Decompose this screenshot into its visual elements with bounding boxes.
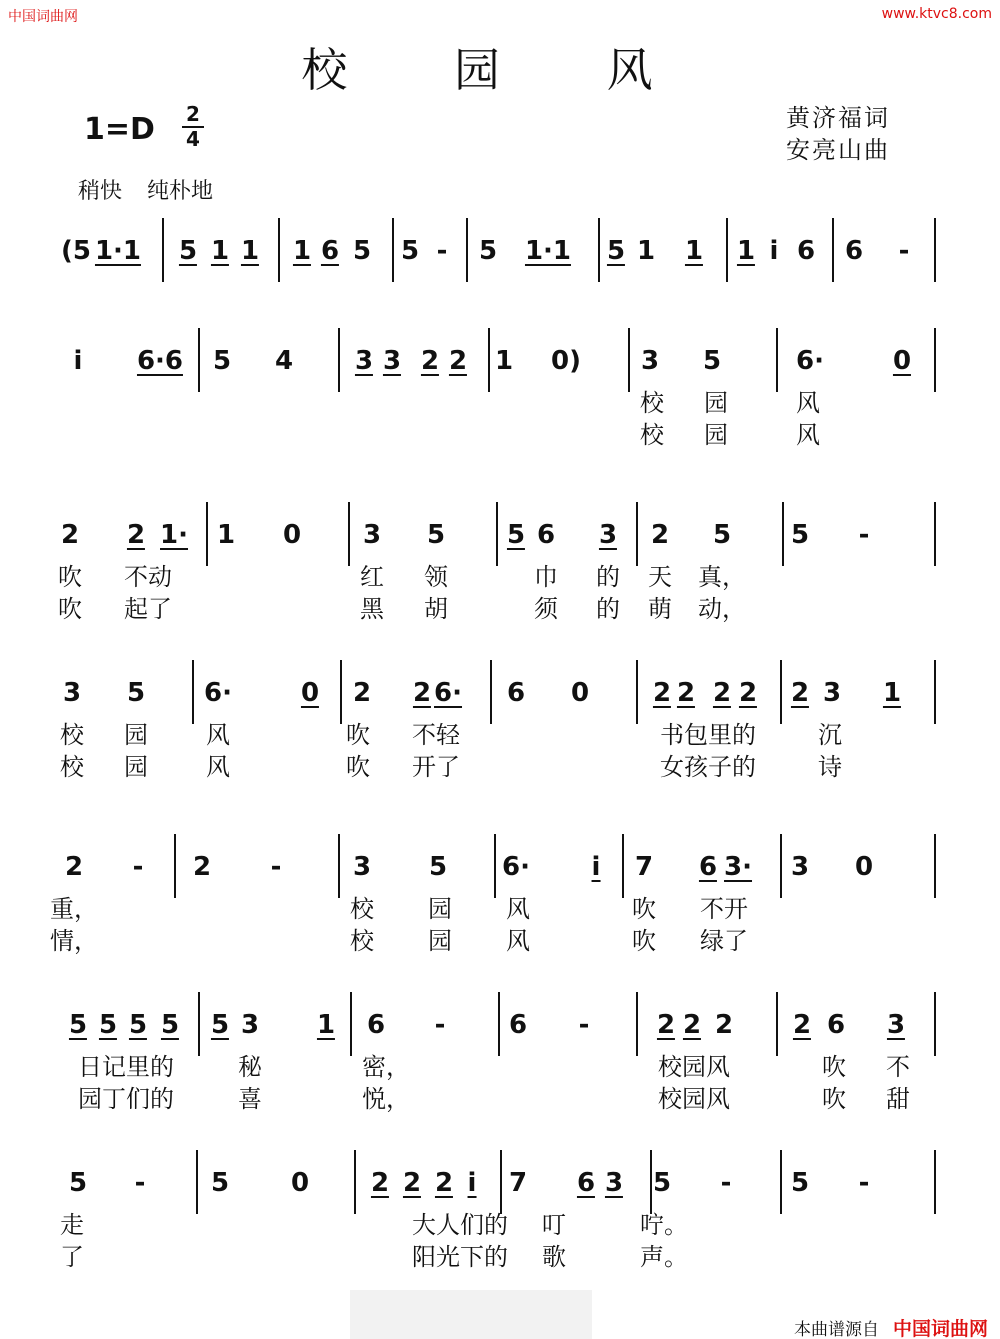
note: 0 [282,520,302,550]
note: 5 [126,678,146,708]
lyric-syllable: 不开 [700,895,748,923]
key-signature: 1=D [84,112,155,147]
note: 7 [508,1168,528,1198]
note: 2 [412,678,432,708]
note: 0 [300,678,320,708]
note: 6 [698,852,718,882]
lyric-syllable: 大人们的 [412,1211,508,1239]
source-label: 本曲谱源自 [794,1320,879,1339]
note: i [467,1168,477,1198]
note: 1 [216,520,236,550]
scan-artifact [350,1290,592,1339]
lyric-syllable: 动， [698,595,746,623]
note: 2 [712,678,732,708]
lyric-syllable: 吹 [58,595,82,623]
lyric-syllable: 风 [506,895,530,923]
lyric-syllable: 甜 [886,1085,910,1113]
barline [340,660,342,724]
note: 0 [892,346,912,376]
lyric-syllable: 了 [60,1243,84,1271]
note: 6 [320,236,340,266]
lyric-syllable: 阳光下的 [412,1243,508,1271]
note: 2 [60,520,80,550]
barline [780,834,782,898]
barline [782,502,784,566]
note: 5 [210,1168,230,1198]
lyric-syllable: 秘 [238,1053,262,1081]
time-sig-bottom: 4 [186,127,200,151]
note: 5 [212,346,232,376]
lyric-syllable: 校 [60,753,84,781]
note: 1·1 [524,236,572,266]
lyric-syllable: 校园风 [658,1053,730,1081]
note: 2 [652,678,672,708]
note: 6 [844,236,864,266]
barline [354,1150,356,1214]
barline [934,502,936,566]
note: 0 [290,1168,310,1198]
note: 5 [506,520,526,550]
lyric-syllable: 喜 [238,1085,262,1113]
note: 1· [160,520,188,550]
lyric-syllable: 须 [534,595,558,623]
note: 6 [576,1168,596,1198]
lyric-syllable: 领 [424,563,448,591]
note: 2 [676,678,696,708]
lyric-syllable: 重， [50,895,98,923]
lyric-syllable: 不动 [124,563,172,591]
time-signature [182,104,204,150]
note: 6· [796,346,824,376]
note: 2 [792,1010,812,1040]
barline [162,218,164,282]
lyric-syllable: 真， [698,563,746,591]
note: 5 [160,1010,180,1040]
barline [338,328,340,392]
lyric-syllable: 吹 [822,1053,846,1081]
barline [650,1150,652,1214]
barline [934,328,936,392]
source-site[interactable]: 中国词曲网 [893,1318,989,1339]
note: 6 [826,1010,846,1040]
lyric-syllable: 吹 [632,895,656,923]
barline [636,502,638,566]
lyric-syllable: 悦， [362,1085,410,1113]
barline [466,218,468,282]
site-logo-left[interactable]: 中国词曲网 [8,9,78,25]
note: 2 [352,678,372,708]
note: 5 [702,346,722,376]
barline [934,834,936,898]
note: 5 [428,852,448,882]
note: 3 [604,1168,624,1198]
lyric-syllable: 胡 [424,595,448,623]
lyric-syllable: 不 [886,1053,910,1081]
note: 3 [790,852,810,882]
note: 3 [354,346,374,376]
note: 2 [790,678,810,708]
barline [832,218,834,282]
barline [934,218,936,282]
note: - [270,852,282,882]
barline [206,502,208,566]
lyric-syllable: 园 [428,927,452,955]
lyric-syllable: 书包里的 [660,721,756,749]
barline [174,834,176,898]
barline [392,218,394,282]
lyric-syllable: 的 [596,563,620,591]
note: 0 [570,678,590,708]
note: 5 [712,520,732,550]
note: 2 [682,1010,702,1040]
lyric-syllable: 黑 [360,595,384,623]
note: 5 [98,1010,118,1040]
note: 6 [796,236,816,266]
note: 0 [854,852,874,882]
note: 1 [736,236,756,266]
barline [934,1150,936,1214]
note: 7 [634,852,654,882]
barline [622,834,624,898]
note: 3 [598,520,618,550]
note: 3 [886,1010,906,1040]
note: 5 [400,236,420,266]
lyric-syllable: 萌 [648,595,672,623]
lyric-syllable: 红 [360,563,384,591]
lyric-syllable: 园 [704,421,728,449]
note: 1·1 [94,236,142,266]
tempo-expression: 纯朴地 [147,179,214,204]
lyric-syllable: 咛。 [640,1211,688,1239]
note: (5 [61,236,91,266]
lyric-syllable: 起了 [124,595,172,623]
barline [348,502,350,566]
lyric-syllable: 校 [640,421,664,449]
barline [192,660,194,724]
lyric-syllable: 诗 [818,753,842,781]
note: 2 [420,346,440,376]
lyric-syllable: 女孩子的 [660,753,756,781]
barline [780,1150,782,1214]
barline [488,328,490,392]
song-title: 校 园 风 [301,43,699,97]
note: 1 [684,236,704,266]
barline [636,660,638,724]
note: 2 [434,1168,454,1198]
note: 2 [64,852,84,882]
barline [196,1150,198,1214]
note: i [769,236,779,266]
note: 1 [882,678,902,708]
barline [490,660,492,724]
note: - [858,520,870,550]
barline [726,218,728,282]
note: 5 [790,1168,810,1198]
tempo-speed: 稍快 [78,179,123,204]
note: 3 [352,852,372,882]
barline [496,502,498,566]
lyric-syllable: 吹 [822,1085,846,1113]
note: 2 [650,520,670,550]
lyric-syllable: 风 [206,721,230,749]
barline [598,218,600,282]
note: 1 [210,236,230,266]
note: 5 [352,236,372,266]
note: 5 [68,1010,88,1040]
lyric-syllable: 情， [50,927,98,955]
barline [198,992,200,1056]
time-sig-top: 2 [186,102,200,126]
lyric-syllable: 的 [596,595,620,623]
composer-credit: 安亮山曲 [786,136,890,164]
note: 1 [292,236,312,266]
note: 2 [192,852,212,882]
note: 3 [822,678,842,708]
note: 3 [62,678,82,708]
barline [776,992,778,1056]
note: 3 [362,520,382,550]
note: - [132,852,144,882]
note: 1 [494,346,514,376]
source-footer [794,1314,988,1339]
barline [498,992,500,1056]
lyric-syllable: 声。 [640,1243,688,1271]
lyric-syllable: 绿了 [700,927,748,955]
note: 5 [790,520,810,550]
lyric-syllable: 歌 [542,1243,566,1271]
barline [494,834,496,898]
lyric-syllable: 校 [60,721,84,749]
note: - [720,1168,732,1198]
note: 6· [204,678,232,708]
note: 5 [606,236,626,266]
note: 2 [126,520,146,550]
barline [776,328,778,392]
barline [500,1150,502,1214]
note: 4 [274,346,294,376]
barline [628,328,630,392]
note: - [434,1010,446,1040]
note: 6 [506,678,526,708]
lyric-syllable: 园 [124,753,148,781]
barline [780,660,782,724]
note: i [591,852,601,882]
note: i [73,346,83,376]
lyric-syllable: 校 [350,895,374,923]
lyric-syllable: 巾 [534,563,558,591]
lyric-syllable: 吹 [346,721,370,749]
barline [278,218,280,282]
note: 1 [316,1010,336,1040]
note: 5 [128,1010,148,1040]
barline [350,992,352,1056]
lyric-syllable: 吹 [58,563,82,591]
lyric-syllable: 园 [124,721,148,749]
note: 2 [738,678,758,708]
note: - [578,1010,590,1040]
lyric-syllable: 吹 [632,927,656,955]
lyric-syllable: 风 [796,389,820,417]
lyric-syllable: 校 [640,389,664,417]
note: 2 [656,1010,676,1040]
note: 2 [370,1168,390,1198]
barline [636,992,638,1056]
note: - [898,236,910,266]
note: - [134,1168,146,1198]
lyric-syllable: 园丁们的 [78,1085,174,1113]
note: 6·6 [136,346,184,376]
lyric-syllable: 园 [704,389,728,417]
note: 1 [636,236,656,266]
lyric-syllable: 风 [506,927,530,955]
lyric-syllable: 不轻 [412,721,460,749]
lyric-syllable: 天 [648,563,672,591]
lyric-syllable: 风 [206,753,230,781]
lyric-syllable: 开了 [412,753,460,781]
lyric-syllable: 园 [428,895,452,923]
note: 6· [502,852,530,882]
note: 3 [240,1010,260,1040]
note: 2 [402,1168,422,1198]
lyric-syllable: 日记里的 [78,1053,174,1081]
lyric-syllable: 沉 [818,721,842,749]
note: 6 [366,1010,386,1040]
note: 5 [68,1168,88,1198]
note: 5 [652,1168,672,1198]
barline [338,834,340,898]
note: 5 [426,520,446,550]
lyric-syllable: 校 [350,927,374,955]
note: 5 [210,1010,230,1040]
note: 6 [508,1010,528,1040]
note: 6 [536,520,556,550]
lyric-syllable: 校园风 [658,1085,730,1113]
note: - [858,1168,870,1198]
note: 6· [434,678,462,708]
note: 0) [551,346,581,376]
note: 3· [724,852,752,882]
site-url-right[interactable]: www.ktvc8.com [881,6,992,22]
note: 5 [178,236,198,266]
note: 2 [714,1010,734,1040]
note: 5 [478,236,498,266]
lyricist-credit: 黄济福词 [786,104,890,132]
lyric-syllable: 走 [60,1211,84,1239]
barline [934,992,936,1056]
lyric-syllable: 密， [362,1053,410,1081]
note: 3 [382,346,402,376]
tempo-marking [78,174,231,205]
lyric-syllable: 风 [796,421,820,449]
note: 1 [240,236,260,266]
barline [934,660,936,724]
lyric-syllable: 吹 [346,753,370,781]
barline [198,328,200,392]
note: 2 [448,346,468,376]
note: 3 [640,346,660,376]
note: - [436,236,448,266]
lyric-syllable: 叮 [542,1211,566,1239]
